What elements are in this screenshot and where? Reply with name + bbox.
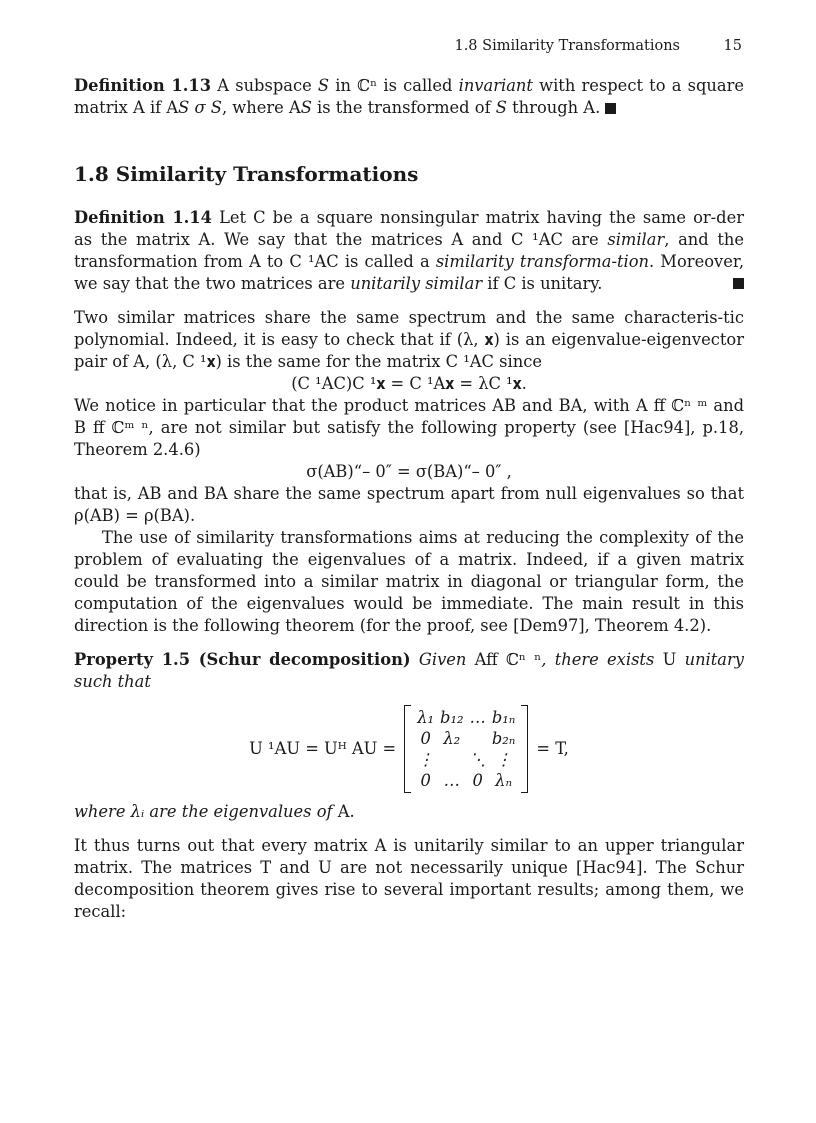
text: Let C be a square nonsingular matrix having the same or-der as the matrix A. We say that the matrices A and C ¹AC are: [74, 208, 745, 249]
page-number: 15: [723, 38, 742, 54]
math-symbol: S: [495, 98, 507, 117]
math-symbol: S: [317, 76, 330, 95]
text: is the transformed of: [311, 98, 496, 117]
math-symbol: σ: [194, 98, 206, 117]
matrix-entry: ⋮: [417, 750, 434, 769]
matrix-entry: …: [443, 771, 460, 790]
matrix-entry: …: [469, 708, 486, 727]
page-header: [74, 38, 742, 60]
qed-square-icon: [733, 278, 744, 289]
matrix-table: [414, 707, 518, 791]
matrix-entry: λₙ: [495, 771, 513, 790]
matrix-entry: 0: [420, 771, 431, 790]
matrix-entry: 0: [420, 729, 431, 748]
matrix-entry: b₂ₙ: [491, 729, 516, 748]
matrix-entry: λ₁: [417, 708, 435, 727]
text: A.: [337, 802, 355, 821]
emphasis: Given: [410, 650, 475, 669]
emphasis: invariant: [458, 76, 533, 95]
math-symbol: S: [300, 98, 312, 117]
text: through A.: [506, 98, 601, 117]
paragraph: It thus turns out that every matrix A is unitarily similar to an upper triangular matrix. The matrices T and U are not necessarily unique [Hac94]. The Schur decomposition theorem gives rise to several important results; among them, we recall:: [74, 836, 744, 921]
display-equation: (C ¹AC)C ¹𝐱 = C ¹A𝐱 = λC ¹𝐱.: [291, 374, 527, 393]
matrix-entry: ⋱: [469, 750, 486, 769]
math-symbol: S: [210, 98, 222, 117]
definition-label: Definition 1.14: [74, 208, 212, 227]
math-symbol: ℂⁿ: [357, 76, 378, 95]
matrix-entry: b₁₂: [440, 708, 464, 727]
matrix-row: [414, 728, 518, 749]
text: if C is unitary.: [482, 274, 603, 293]
equation-rhs: = T,: [536, 739, 569, 758]
definition-1-14: [74, 207, 744, 295]
math-symbol: S: [178, 98, 190, 117]
text: in: [329, 76, 358, 95]
paragraph: that is, AB and BA share the same spectrum apart from null eigenvalues so that ρ(AB) = ρ(BA).: [74, 484, 744, 525]
property-label: Property 1.5 (Schur decomposition): [74, 650, 411, 669]
emphasis: similar: [607, 230, 665, 249]
upper-triangular-matrix: [404, 705, 528, 793]
text: is called: [377, 76, 459, 95]
text: , where A: [221, 98, 301, 117]
paragraph: We notice in particular that the product matrices AB and BA, with A ﬀ ℂⁿ ᵐ and B ﬀ ℂᵐ ⁿ, are not similar but satisfy the following property (see [Hac94], p.18, Theorem 2.4.6): [74, 396, 744, 459]
page-body: [74, 75, 744, 923]
property-1-5: [74, 649, 744, 693]
matrix-row: [414, 770, 518, 791]
matrix-row: [414, 749, 518, 770]
qed-square-icon: [605, 103, 616, 114]
matrix-entry: λ₂: [443, 729, 461, 748]
emphasis: , there exists: [541, 650, 663, 669]
emphasis: unitarily similar: [350, 274, 483, 293]
math-symbol: U: [662, 650, 677, 669]
text: , and the transformation from A to C ¹AC is called a: [74, 230, 745, 271]
schur-equation: [74, 705, 744, 793]
matrix-row: [414, 707, 518, 728]
section-heading: 1.8 Similarity Transformations: [74, 162, 419, 186]
where-clause: [74, 801, 744, 823]
equation-lhs: U ¹AU = Uᴴ AU =: [249, 739, 397, 758]
definition-1-13: [74, 75, 744, 119]
matrix-entry: [437, 749, 466, 770]
text: . Moreover, we say that the two matrices are: [74, 252, 745, 293]
emphasis: where λᵢ are the eigenvalues of: [74, 802, 338, 821]
matrix-entry: ⋮: [495, 750, 512, 769]
paragraph: The use of similarity transformations aims at reducing the complexity of the problem of evaluating the eigenvalues of a matrix. Indeed, if a given matrix could be transformed into a similar matrix in diagonal or triangular form, the computation of the eigenvalues would be immediate. The main result in this direction is the following theorem (for the proof, see [Dem97], Theorem 4.2).: [74, 528, 744, 635]
text: with respect to a square matrix A if A: [74, 76, 744, 117]
matrix-entry: [467, 728, 489, 749]
text: A subspace: [211, 76, 318, 95]
running-title: 1.8 Similarity Transformations: [454, 38, 680, 54]
definition-label: Definition 1.13: [74, 76, 212, 95]
paragraph: Two similar matrices share the same spectrum and the same characteris-tic polynomial. Indeed, it is easy to check that if (λ, 𝐱) is an eigenvalue-eigenvector pair of A, (λ, C ¹𝐱) is the same for the matrix C ¹AC since: [74, 308, 744, 371]
matrix-entry: 0: [472, 771, 483, 790]
emphasis: unitary such that: [74, 650, 744, 691]
display-equation: σ(AB)“– 0″ = σ(BA)“– 0″ ,: [306, 462, 512, 481]
math-symbol: Aﬀ ℂⁿ ⁿ: [474, 650, 542, 669]
emphasis: similarity transforma-tion: [435, 252, 649, 271]
matrix-entry: b₁ₙ: [491, 708, 516, 727]
